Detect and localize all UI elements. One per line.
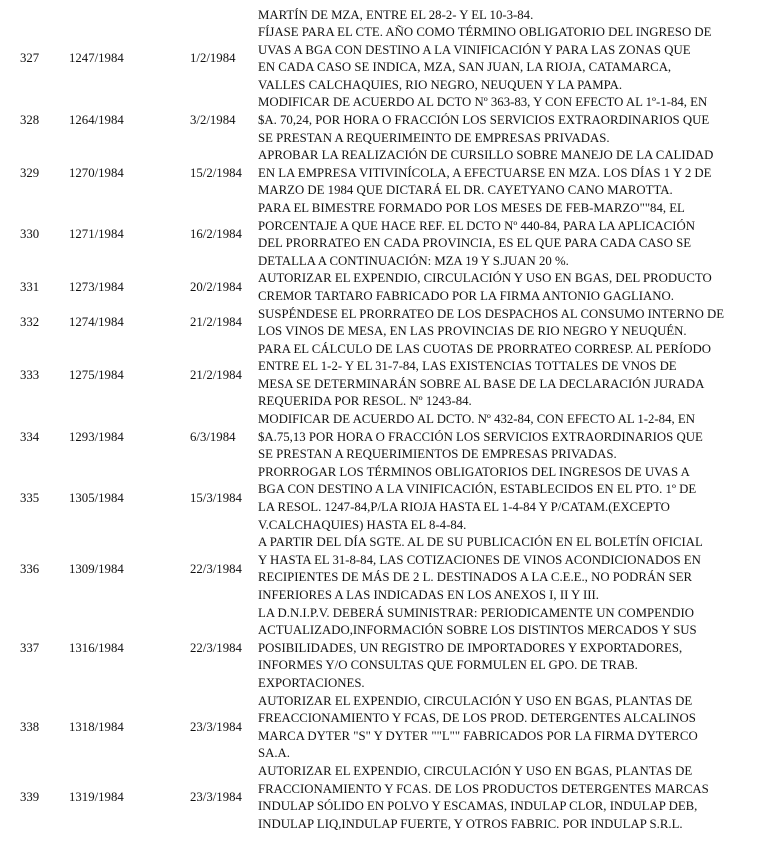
text-line: PRORROGAR LOS TÉRMINOS OBLIGATORIOS DEL INGRESOS DE UVAS A xyxy=(258,464,690,479)
row-number: 329 xyxy=(20,165,40,180)
resolution-text xyxy=(258,147,758,200)
text-line: POSIBILIDADES, UN REGISTRO DE IMPORTADORES Y EXPORTADORES, xyxy=(258,640,683,655)
text-line: $A. 70,24, POR HORA O FRACCIÓN LOS SERVICIOS EXTRAORDINARIOS QUE xyxy=(258,112,710,127)
resolution-code: 1319/1984 xyxy=(69,790,124,805)
text-line: CREMOR TARTARO FABRICADO POR LA FIRMA ANTONIO GAGLIANO. xyxy=(258,288,674,303)
table-row xyxy=(0,341,760,411)
resolution-code: 1273/1984 xyxy=(69,280,124,295)
table-row xyxy=(0,147,760,200)
table-row xyxy=(0,306,760,341)
text-line: ENTRE EL 1-2- Y EL 31-7-84, LAS EXISTENCIAS TOTTALES DE VNOS DE xyxy=(258,359,677,374)
text-line: PARA EL BIMESTRE FORMADO POR LOS MESES DE FEB-MARZO""84, EL xyxy=(258,200,685,215)
text-line: MODIFICAR DE ACUERDO AL DCTO. Nº 432-84, CON EFECTO AL 1-2-84, EN xyxy=(258,412,695,427)
resolution-code: 1275/1984 xyxy=(69,368,124,383)
resolution-text xyxy=(258,270,758,305)
text-line: $A.75,13 POR HORA O FRACCIÓN LOS SERVICIOS EXTRAORDINARIOS QUE xyxy=(258,429,703,444)
text-line: EN CADA CASO SE INDICA, MZA, SAN JUAN, LA RIOJA, CATAMARCA, xyxy=(258,60,672,75)
resolution-code: 1270/1984 xyxy=(69,165,124,180)
row-number: 338 xyxy=(20,719,40,734)
text-line: FÍJASE PARA EL CTE. AÑO COMO TÉRMINO OBLIGATORIO DEL INGRESO DE xyxy=(258,25,712,39)
text-line: INDULAP LIQ,INDULAP FUERTE, Y OTROS FABRIC. POR INDULAP S.R.L. xyxy=(258,816,683,831)
table-row xyxy=(0,411,760,464)
text-line: INFERIORES A LAS INDICADAS EN LOS ANEXOS I, II Y III. xyxy=(258,588,600,602)
text-line: MESA SE DETERMINARÁN SOBRE AL BASE DE LA DECLARACIÓN JURADA xyxy=(258,376,705,391)
text-line: FRACCIONAMIENTO Y FCAS. DE LOS PRODUCTOS DETERGENTES MARCAS xyxy=(258,781,709,796)
text-line: INDULAP SÓLIDO EN POLVO Y ESCAMAS, INDULAP CLOR, INDULAP DEB, xyxy=(258,799,698,814)
resolution-date: 16/2/1984 xyxy=(190,227,242,242)
text-line: EN LA EMPRESA VITIVINÍCOLA, A EFECTUARSE EN MZA. LOS DÍAS 1 Y 2 DE xyxy=(258,165,712,180)
text-line: A PARTIR DEL DÍA SGTE. AL DE SU PUBLICACIÓN EN EL BOLETÍN OFICIAL xyxy=(258,535,703,550)
resolutions-table xyxy=(0,24,760,833)
table-row xyxy=(0,270,760,305)
resolution-date: 21/2/1984 xyxy=(190,368,242,383)
resolution-date: 22/3/1984 xyxy=(190,561,242,576)
row-number: 339 xyxy=(20,790,40,805)
resolution-code: 1316/1984 xyxy=(69,640,124,655)
row-number: 327 xyxy=(20,51,40,66)
text-line: MARCA DYTER "S" Y DYTER ""L"" FABRICADOS POR LA FIRMA DYTERCO xyxy=(258,728,698,743)
text-line: AUTORIZAR EL EXPENDIO, CIRCULACIÓN Y USO EN BGAS, PLANTAS DE xyxy=(258,693,693,708)
text-line: AUTORIZAR EL EXPENDIO, CIRCULACIÓN Y USO EN BGAS, PLANTAS DE xyxy=(258,763,693,778)
row-number: 332 xyxy=(20,315,40,330)
resolution-text xyxy=(258,693,758,763)
resolution-date: 3/2/1984 xyxy=(190,112,236,127)
resolution-code: 1293/1984 xyxy=(69,429,124,444)
table-row xyxy=(0,200,760,270)
text-line: LA RESOL. 1247-84,P/LA RIOJA HASTA EL 1-4-84 Y P/CATAM.(EXCEPTO xyxy=(258,500,670,515)
resolution-text xyxy=(258,24,758,94)
row-number: 333 xyxy=(20,368,40,383)
resolution-text xyxy=(258,411,758,464)
resolution-date: 22/3/1984 xyxy=(190,640,242,655)
text-line: MODIFICAR DE ACUERDO AL DCTO Nº 363-83, Y CON EFECTO AL 1º-1-84, EN xyxy=(258,95,708,110)
resolution-date: 15/2/1984 xyxy=(190,165,242,180)
resolution-date: 23/3/1984 xyxy=(190,719,242,734)
resolution-date: 6/3/1984 xyxy=(190,429,236,444)
row-number: 331 xyxy=(20,280,40,295)
resolution-text xyxy=(258,306,758,341)
resolution-code: 1271/1984 xyxy=(69,227,124,242)
table-row xyxy=(0,94,760,147)
resolution-date: 20/2/1984 xyxy=(190,280,242,295)
text-line: AUTORIZAR EL EXPENDIO, CIRCULACIÓN Y USO EN BGAS, DEL PRODUCTO xyxy=(258,271,712,286)
row-number: 336 xyxy=(20,561,40,576)
resolution-date: 23/3/1984 xyxy=(190,790,242,805)
resolution-code: 1309/1984 xyxy=(69,561,124,576)
resolution-text xyxy=(258,94,758,147)
table-row xyxy=(0,693,760,763)
text-line: DEL PRORRATEO EN CADA PROVINCIA, ES EL QUE PARA CADA CASO SE xyxy=(258,236,692,251)
text-line: RECIPIENTES DE MÁS DE 2 L. DESTINADOS A LA C.E.E., NO PODRÁN SER xyxy=(258,570,693,585)
text-line: REQUERIDA POR RESOL. Nº 1243-84. xyxy=(258,394,472,409)
text-line: DETALLA A CONTINUACIÓN: MZA 19 Y S.JUAN 20 %. xyxy=(258,253,569,268)
resolution-date: 1/2/1984 xyxy=(190,51,236,66)
table-row xyxy=(0,24,760,94)
resolution-text xyxy=(258,464,758,534)
text-line: VALLES CALCHAQUIES, RIO NEGRO, NEUQUEN Y LA PAMPA. xyxy=(258,77,623,92)
resolution-text xyxy=(258,763,758,833)
text-line: INFORMES Y/O CONSULTAS QUE FORMULEN EL GPO. DE TRAB. xyxy=(258,658,638,673)
text-line: ACTUALIZADO,INFORMACIÓN SOBRE LOS DISTINTOS MERCADOS Y SUS xyxy=(258,623,697,638)
text-line: SA.A. xyxy=(258,746,290,761)
text-line: UVAS A BGA CON DESTINO A LA VINIFICACIÓN Y PARA LAS ZONAS QUE xyxy=(258,42,691,57)
text-line: BGA CON DESTINO A LA VINIFICACIÓN, ESTABLECIDOS EN EL PTO. 1º DE xyxy=(258,482,697,497)
resolution-code: 1274/1984 xyxy=(69,315,124,330)
resolution-text xyxy=(258,341,758,411)
text-line: FREACCIONAMIENTO Y FCAS, DE LOS PROD. DETERGENTES ALCALINOS xyxy=(258,711,696,726)
text-line: LA D.N.I.P.V. DEBERÁ SUMINISTRAR: PERIODICAMENTE UN COMPENDIO xyxy=(258,605,694,620)
resolution-date: 15/3/1984 xyxy=(190,491,242,506)
resolution-code: 1318/1984 xyxy=(69,719,124,734)
row-number: 330 xyxy=(20,227,40,242)
text-line: LOS VINOS DE MESA, EN LAS PROVINCIAS DE RIO NEGRO Y NEUQUÉN. xyxy=(258,324,687,339)
row-number: 335 xyxy=(20,491,40,506)
table-row xyxy=(0,605,760,693)
row-number: 334 xyxy=(20,429,40,444)
resolution-text xyxy=(258,200,758,270)
text-line: EXPORTACIONES. xyxy=(258,675,365,690)
resolution-code: 1264/1984 xyxy=(69,112,124,127)
resolution-code: 1305/1984 xyxy=(69,491,124,506)
text-line: SUSPÉNDESE EL PRORRATEO DE LOS DESPACHOS AL CONSUMO INTERNO DE xyxy=(258,306,725,321)
text-line: PORCENTAJE A QUE HACE REF. EL DCTO Nº 440-84, PARA LA APLICACIÓN xyxy=(258,218,695,233)
text-line: MARZO DE 1984 QUE DICTARÁ EL DR. CAYETYANO CANO MAROTTA. xyxy=(258,183,673,198)
text-line: V.CALCHAQUIES) HASTA EL 8-4-84. xyxy=(258,517,467,532)
resolution-text xyxy=(258,605,758,693)
row-number: 337 xyxy=(20,640,40,655)
text-line: APROBAR LA REALIZACIÓN DE CURSILLO SOBRE MANEJO DE LA CALIDAD xyxy=(258,148,714,163)
resolution-code: 1247/1984 xyxy=(69,51,124,66)
continuation-line: MARTÍN DE MZA, ENTRE EL 28-2- Y EL 10-3-84. xyxy=(258,8,534,22)
text-line: PARA EL CÁLCULO DE LAS CUOTAS DE PRORRATEO CORRESP. AL PERÍODO xyxy=(258,341,711,356)
table-row xyxy=(0,534,760,604)
text-line: SE PRESTAN A REQUERIMEINTO DE EMPRESAS PRIVADAS. xyxy=(258,130,610,145)
table-row xyxy=(0,464,760,534)
row-number: 328 xyxy=(20,112,40,127)
text-line: SE PRESTAN A REQUERIMIENTOS DE EMPRESAS PRIVADAS. xyxy=(258,447,617,462)
resolution-text xyxy=(258,534,758,604)
text-line: Y HASTA EL 31-8-84, LAS COTIZACIONES DE VINOS ACONDICIONADOS EN xyxy=(258,552,701,567)
table-row xyxy=(0,763,760,833)
resolution-date: 21/2/1984 xyxy=(190,315,242,330)
